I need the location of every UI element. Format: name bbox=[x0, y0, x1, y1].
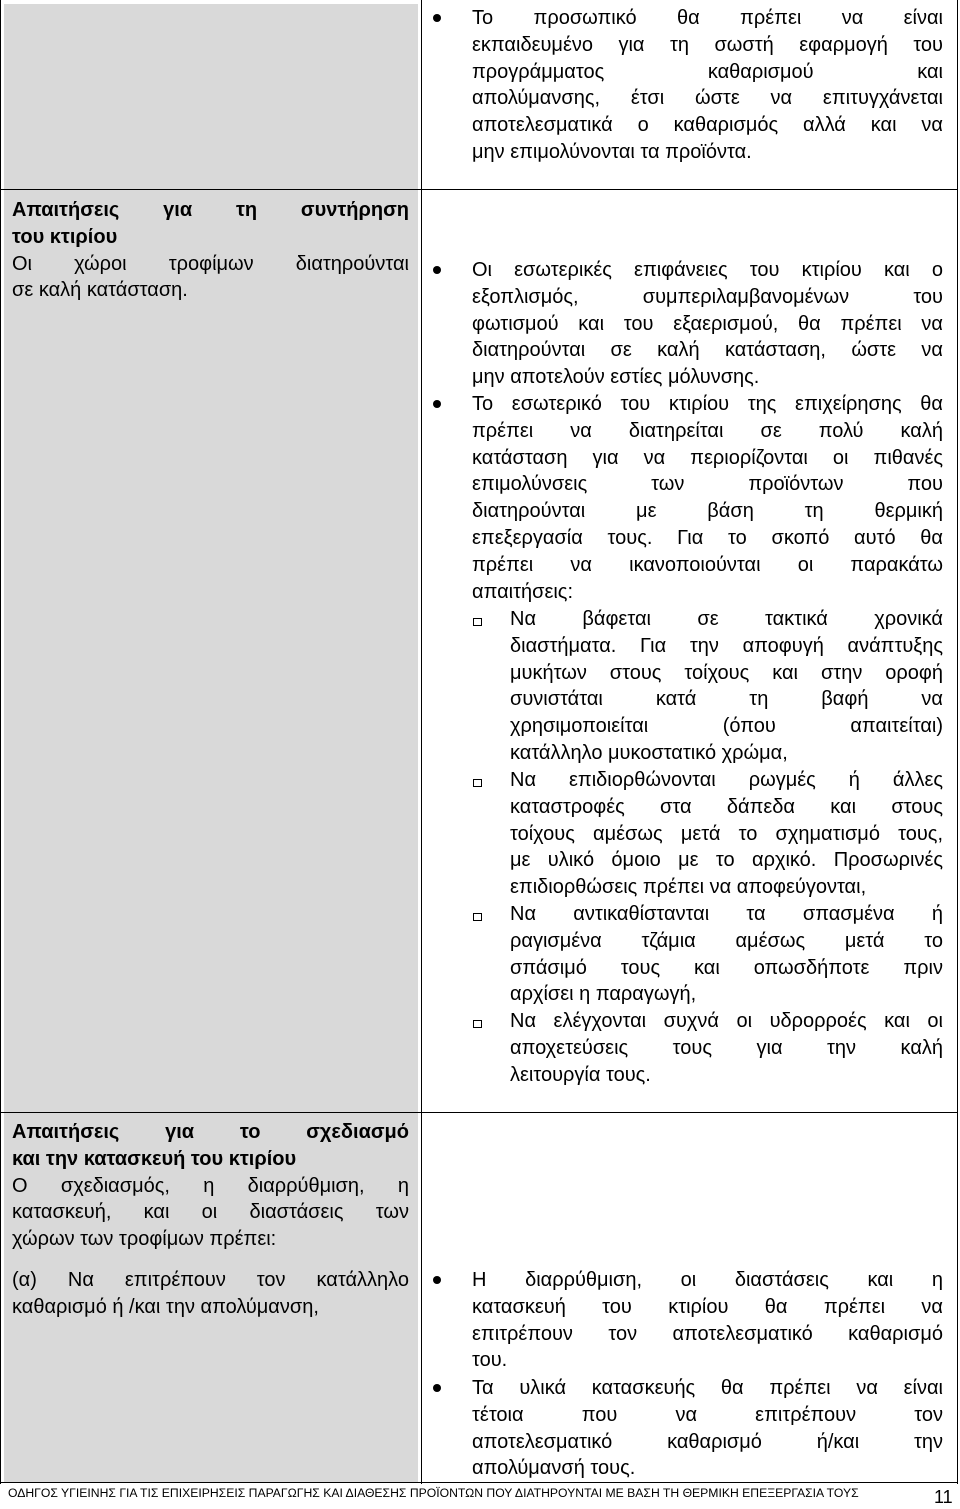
row-divider-2 bbox=[0, 1112, 958, 1113]
top-bullet-line-6: μην επιμολύνονται τα προϊόντα. bbox=[472, 140, 752, 163]
top-bullet-line-1: Το προσωπικό θα πρέπει να είναι bbox=[472, 7, 943, 29]
bullet4-line-4: απολύμανσή τους. bbox=[472, 1457, 636, 1480]
bullet1-line-4: διατηρούνται σε καλή κατάσταση, ώστε να bbox=[472, 339, 943, 362]
maintenance-heading-line-2: του κτιρίου bbox=[12, 225, 118, 248]
bullet2-line-4: επιμολύνσεις των προϊόντων που bbox=[472, 473, 943, 496]
top-bullet-line-2: εκπαιδευμένο για τη σωστή εφαρμογή του bbox=[472, 33, 943, 56]
sub3-line-3: σπάσιμό τους και οπωσδήποτε πριν bbox=[510, 956, 943, 979]
design-text-line-3: χώρων των τροφίμων πρέπει: bbox=[12, 1228, 277, 1251]
bullet2-line-6: επεξεργασία τους. Για το σκοπό αυτό θα bbox=[472, 526, 943, 549]
maintenance-heading-line-1: Απαιτήσεις για τη συντήρηση bbox=[12, 199, 409, 221]
sub2-text bbox=[510, 767, 943, 901]
sub4-text bbox=[510, 1008, 943, 1088]
bullet3-line-1: Η διαρρύθμιση, οι διαστάσεις και η bbox=[472, 1269, 943, 1291]
design-item-line-1: (α) Να επιτρέπουν τον κατάλληλο bbox=[12, 1269, 409, 1291]
bullet-icon bbox=[433, 400, 441, 408]
bullet1-text bbox=[472, 257, 943, 391]
bullet-icon bbox=[433, 1384, 441, 1392]
bullet1-line-5: μην αποτελούν εστίες μόλυνσης. bbox=[472, 366, 760, 389]
bullet3-line-4: του. bbox=[472, 1349, 508, 1372]
sub3-line-1: Να αντικαθίστανται τα σπασμένα ή bbox=[510, 903, 943, 925]
sub1-line-4: συνιστάται κατά τη βαφή να bbox=[510, 688, 943, 711]
square-bullet-icon bbox=[473, 1020, 482, 1028]
sub4-line-2: αποχετεύσεις τους για την καλή bbox=[510, 1036, 943, 1059]
maintenance-text-line-1: Οι χώροι τροφίμων διατηρούνται bbox=[12, 252, 409, 275]
sub3-line-4: αρχίσει η παραγωγή, bbox=[510, 983, 697, 1006]
design-item-line-2: καθαρισμό ή /και την απολύμανση, bbox=[12, 1295, 319, 1318]
table-column-divider bbox=[421, 0, 422, 1484]
sub2-line-1: Να επιδιορθώνονται ρωγμές ή άλλες bbox=[510, 769, 943, 791]
bullet1-line-3: φωτισμού και του εξαερισμού, θα πρέπει να bbox=[472, 312, 943, 335]
top-bullet-line-4: απολύμανσης, έτσι ώστε να επιτυγχάνεται bbox=[472, 87, 943, 110]
bullet3-line-2: κατασκευή του κτιρίου θα πρέπει να bbox=[472, 1295, 943, 1318]
page-number: 11 bbox=[934, 1487, 953, 1507]
sub1-line-5: χρησιμοποιείται (όπου απαιτείται) bbox=[510, 715, 943, 738]
sub1-line-6: κατάλληλο μυκοστατικό χρώμα, bbox=[510, 741, 788, 764]
sub4-line-3: λειτουργία τους. bbox=[510, 1063, 651, 1086]
bullet2-line-7: πρέπει να ικανοποιούνται οι παρακάτω bbox=[472, 553, 943, 576]
bullet2-line-8: απαιτήσεις: bbox=[472, 580, 574, 603]
square-bullet-icon bbox=[473, 618, 482, 626]
bullet4-line-1: Τα υλικά κατασκευής θα πρέπει να είναι bbox=[472, 1377, 943, 1399]
bullet2-line-1: Το εσωτερικό του κτιρίου της επιχείρησης θα bbox=[472, 393, 943, 415]
table-right-border bbox=[957, 0, 958, 1484]
square-bullet-icon bbox=[473, 779, 482, 787]
design-section bbox=[12, 1119, 409, 1253]
sub1-text bbox=[510, 606, 943, 767]
bullet3-text bbox=[472, 1267, 943, 1374]
sub3-line-2: ραγισμένα τζάμια αμέσως μετά το bbox=[510, 929, 943, 952]
design-text-line-2: κατασκευή, και οι διαστάσεις των bbox=[12, 1201, 409, 1224]
table-left-border bbox=[0, 0, 1, 1484]
bullet2-line-3: κατάσταση για να περιορίζονται οι πιθανές bbox=[472, 446, 943, 469]
sub3-text bbox=[510, 901, 943, 1008]
top-bullet-line-5: αποτελεσματικά ο καθαρισμός αλλά και να bbox=[472, 114, 943, 137]
bullet-icon bbox=[433, 14, 441, 22]
bullet1-line-2: εξοπλισμός, συμπεριλαμβανομένων του bbox=[472, 285, 943, 308]
bullet2-line-5: διατηρούνται με βάση τη θερμική bbox=[472, 500, 943, 523]
bullet4-line-3: αποτελεσματικό καθαρισμό ή/και την bbox=[472, 1430, 943, 1453]
bullet1-line-1: Οι εσωτερικές επιφάνειες του κτιρίου και ο bbox=[472, 259, 943, 281]
row-divider-1 bbox=[0, 189, 958, 190]
sub2-line-3: τοίχους αμέσως μετά το σχηματισμό τους, bbox=[510, 822, 943, 845]
square-bullet-icon bbox=[473, 913, 482, 921]
design-heading-line-2: και την κατασκευή του κτιρίου bbox=[12, 1147, 297, 1170]
sub1-line-3: μυκήτων στους τοίχους και στην οροφή bbox=[510, 661, 943, 684]
bullet-icon bbox=[433, 266, 441, 274]
sub2-line-4: με υλικό όμοιο με το αρχικό. Προσωρινές bbox=[510, 849, 943, 872]
top-bullet-line-3: προγράμματος καθαρισμού και bbox=[472, 60, 943, 83]
sub1-line-2: διαστήματα. Για την αποφυγή ανάπτυξης bbox=[510, 634, 943, 657]
design-heading-line-1: Απαιτήσεις για το σχεδιασμό bbox=[12, 1121, 409, 1143]
bullet2-text bbox=[472, 391, 943, 605]
design-text-line-1: Ο σχεδιασμός, η διαρρύθμιση, η bbox=[12, 1174, 409, 1197]
sub2-line-5: επιδιορθώσεις πρέπει να αποφεύγονται, bbox=[510, 876, 867, 899]
design-item-a bbox=[12, 1267, 409, 1321]
page-footer: ΟΔΗΓΟΣ ΥΓΙΕΙΝΗΣ ΓΙΑ ΤΙΣ ΕΠΙΧΕΙΡΗΣΕΙΣ ΠΑΡΑΓΩΓΗΣ ΚΑΙ ΔΙΑΘΕΣΗΣ ΠΡΟΪΟΝΤΩΝ ΠΟΥ ΔΙΑΤΗΡΟΥΝΤΑΙ ΜΕ ΒΑΣΗ ΤΗ ΘΕΡΜΙΚΗ ΕΠΕΞΕΡΓΑΣΙΑ ΤΟΥΣ bbox=[8, 1486, 859, 1500]
sub1-line-1: Να βάφεται σε τακτικά χρονικά bbox=[510, 608, 943, 630]
maintenance-text-line-2: σε καλή κατάσταση. bbox=[12, 279, 188, 302]
bullet-icon bbox=[433, 1276, 441, 1284]
sub2-line-2: καταστροφές στα δάπεδα και στους bbox=[510, 795, 943, 818]
top-bullet-text bbox=[472, 5, 943, 166]
bullet4-text bbox=[472, 1375, 943, 1482]
bullet4-line-2: τέτοια που να επιτρέπουν τον bbox=[472, 1403, 943, 1426]
maintenance-section bbox=[12, 197, 409, 304]
bullet3-line-3: επιτρέπουν τον αποτελεσματικό καθαρισμό bbox=[472, 1322, 943, 1345]
bullet2-line-2: πρέπει να διατηρείται σε πολύ καλή bbox=[472, 419, 943, 442]
sub4-line-1: Να ελέγχονται συχνά οι υδρορροές και οι bbox=[510, 1010, 943, 1032]
